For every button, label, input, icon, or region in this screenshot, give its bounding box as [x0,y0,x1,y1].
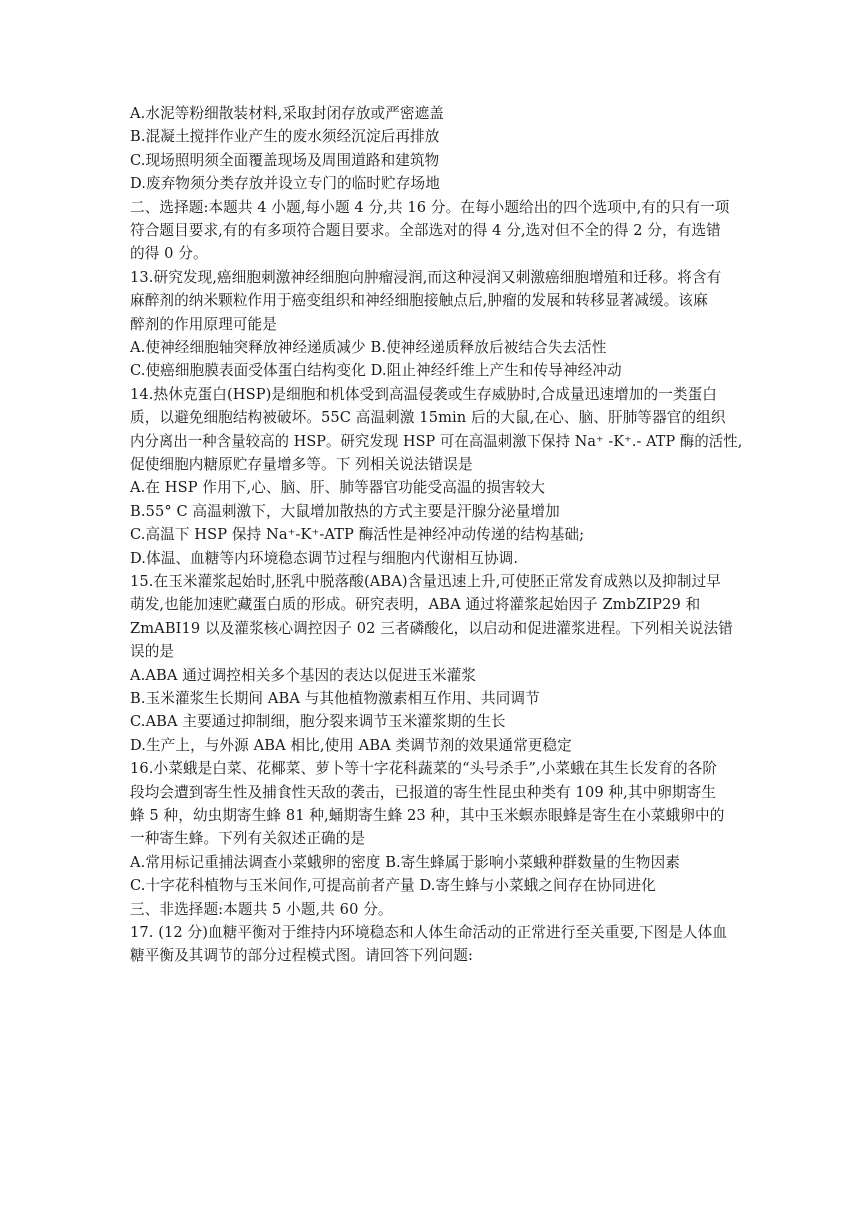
text-line: 误的是 [130,643,175,661]
text-line: C.高温下 HSP 保持 Na⁺-K⁺-ATP 酶活性是神经冲动传递的结构基础; [130,526,585,544]
text-line: 一种寄生蜂。下列有关叙述正确的是 [130,830,366,848]
text-line: 麻醉剂的纳米颗粒作用于癌变组织和神经细胞接触点后,肿瘤的发展和转移显著减缓。该麻 [130,292,708,310]
text-line: D.生产上，与外源 ABA 相比,使用 ABA 类调节剂的效果通常更稳定 [130,736,572,754]
text-line: 段均会遭到寄生性及捕食性天敌的袭击，已报道的寄生性昆虫种类有 109 种,其中卵期寄生 [130,783,717,801]
text-line: 13.研究发现,癌细胞刺激神经细胞向肿瘤浸润,而这种浸润又刺激癌细胞增殖和迁移。将含有 [130,268,722,286]
text-line: D.废弃物须分类存放并设立专门的临时贮存场地 [130,175,440,193]
text-line: 糖平衡及其调节的部分过程模式图。请回答下列问题: [130,947,473,965]
text-line: ZmABI19 以及灌浆核心调控因子 02 三者磷酸化，以启动和促进灌浆进程。下列相关说法错 [130,619,733,637]
text-line: 三、非选择题:本题共 5 小题,共 60 分。 [130,900,393,918]
text-line: 15.在玉米灌浆起始时,胚乳中脱落酸(ABA)含量迅速上升,可使胚正常发育成熟以及抑制过早 [130,573,721,590]
text-line: A.在 HSP 作用下,心、脑、肝、肺等器官功能受高温的损害较大 [130,479,546,497]
text-line: 17. (12 分)血糖平衡对于维持内环境稳态和人体生命活动的正常进行至关重要,下图是人体血 [130,924,728,941]
text-line: A.水泥等粉细散装材料,采取封闭存放或严密遮盖 [130,105,444,122]
text-line: D.体温、血糖等内环境稳态调节过程与细胞内代谢相互协调. [130,549,519,567]
text-line: 的得 0 分。 [130,245,208,263]
text-line: C.现场照明须全面覆盖现场及周围道路和建筑物 [130,151,440,169]
text-line: 促使细胞内糖原贮存量增多等。下 列相关说法错误是 [130,456,473,473]
text-line: C.ABA 主要通过抑制细，胞分裂来调节玉米灌浆期的生长 [130,713,506,731]
text-line: 萌发,也能加速贮藏蛋白质的形成。研究表明，ABA 通过将灌浆起始因子 ZmbZIP29 和 [130,596,701,614]
text-line: B.混凝土搅拌作业产生的废水须经沉淀后再排放 [130,128,440,146]
text-line: A.常用标记重捕法调查小菜蛾卵的密度 B.寄生蜂属于影响小菜蛾种群数量的生物因素 [130,853,680,871]
text-line: 14.热休克蛋白(HSP)是细胞和机体受到高温侵袭或生存威胁时,合成量迅速增加的一类蛋白 [130,385,717,403]
text-line: 符合题目要求,有的有多项符合题目要求。全部选对的得 4 分,选对但不全的得 2 分，有选错 [130,222,721,239]
text-line: 16.小菜蛾是白菜、花椰菜、萝卜等十字花科蔬菜的“头号杀手”,小菜蛾在其生长发育的各阶 [130,760,718,778]
text-line: C.十字花科植物与玉米间作,可提高前者产量 D.寄生蜂与小菜蛾之间存在协同进化 [130,877,656,895]
text-line: C.使癌细胞膜表面受体蛋白结构变化 D.阻止神经纤维上产生和传导神经冲动 [130,362,622,380]
text-line: 醉剂的作用原理可能是 [130,315,277,333]
text-line: A.使神经细胞轴突释放神经递质减少 B.使神经递质释放后被结合失去活性 [130,339,607,356]
text-line: 质，以避免细胞结构被破坏。55C 高温刺激 15min 后的大鼠,在心、脑、肝肺等器官的组织 [130,409,726,427]
text-line: 内分离出一种含量较高的 HSP。研究发现 HSP 可在高温刺激下保持 Na⁺ -K⁺.- ATP 酶的活性, [130,432,743,450]
text-line: 二、选择题:本题共 4 小题,每小题 4 分,共 16 分。在每小题给出的四个选项中,有的只有一项 [130,198,730,216]
text-line: A.ABA 通过调控相关多个基因的表达以促进玉米灌浆 [130,666,477,684]
text-line: B.55° C 高温刺激下，大鼠增加散热的方式主要是汗腺分泌量增加 [130,502,560,520]
text-line: B.玉米灌浆生长期间 ABA 与其他植物激素相互作用、共同调节 [130,690,540,707]
text-line: 蜂 5 种，幼虫期寄生蜂 81 种,蛹期寄生蜂 23 种，其中玉米螟赤眼蜂是寄生在小菜蛾卵中的 [130,807,725,824]
